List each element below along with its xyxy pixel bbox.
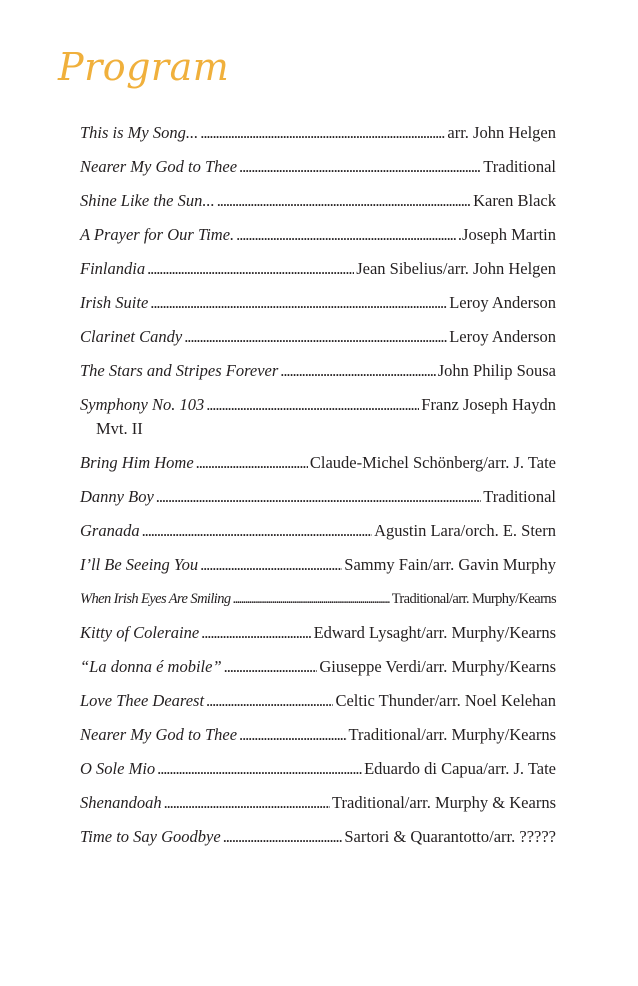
composer-credit: Sammy Fain/arr. Gavin Murphy [344,555,556,574]
piece-title: Bring Him Home [80,453,194,472]
program-entry [80,758,556,780]
program-entry [80,326,556,348]
program-entry [80,588,556,610]
piece-title: I’ll Be Seeing You [80,555,199,574]
movement-subtitle: Mvt. II [96,419,143,438]
program-entry [80,292,556,314]
composer-credit: Franz Joseph Haydn [421,395,556,414]
piece-title: Granada [80,521,140,540]
piece-title: Shine Like the Sun... [80,191,215,210]
composer-credit: Agustin Lara/orch. E. Stern [374,521,556,540]
program-entry [80,360,556,382]
program-entry [80,520,556,542]
program-entry [80,258,556,280]
piece-title: Nearer My God to Thee [80,725,238,744]
composer-credit: Traditional/arr. Murphy/Kearns [391,591,556,607]
dot-leader [224,656,318,678]
dot-leader [156,486,481,508]
program-entry [80,792,556,814]
program-entry [80,394,556,416]
piece-title: Kitty of Coleraine [80,623,200,642]
dot-leader [239,156,481,178]
dot-leader [184,326,447,348]
composer-credit: Edward Lysaght/arr. Murphy/Kearns [313,623,556,642]
composer-credit: Eduardo di Capua/arr. J. Tate [364,759,556,778]
dot-leader [157,758,362,780]
composer-credit: .Joseph Martin [457,225,556,244]
dot-leader [206,394,419,416]
piece-title: Danny Boy [80,487,154,506]
program-entry [80,724,556,746]
program-entry [80,656,556,678]
program-entry [80,122,556,144]
composer-credit: Karen Black [473,191,556,210]
program-entry [80,690,556,712]
program-entry [80,156,556,178]
composer-credit: Leroy Anderson [449,293,556,312]
program-entry [80,486,556,508]
dot-leader [236,224,456,246]
composer-credit: Jean Sibelius/arr. John Helgen [356,259,556,278]
composer-credit: Traditional/arr. Murphy/Kearns [348,725,556,744]
piece-title: Finlandia [80,259,146,278]
dot-leader [200,554,342,576]
composer-credit: Celtic Thunder/arr. Noel Kelehan [335,691,556,710]
composer-credit: Traditional [483,487,556,506]
composer-credit: arr. John Helgen [447,123,556,142]
composer-credit: John Philip Sousa [437,361,556,380]
dot-leader [206,690,333,712]
dot-leader [150,292,447,314]
piece-title: “La donna é mobile” [80,657,222,676]
page-title: Program [58,45,230,89]
program-entry [80,452,556,474]
composer-credit: Leroy Anderson [449,327,556,346]
piece-title: O Sole Mio [80,759,156,778]
piece-title: Time to Say Goodbye [80,827,221,846]
dot-leader [200,122,445,144]
composer-credit: Traditional [483,157,556,176]
piece-title: Symphony No. 103 [80,395,205,414]
dot-leader [280,360,435,382]
piece-title: Clarinet Candy [80,327,183,346]
dot-leader [217,190,471,212]
composer-credit: Sartori & Quarantotto/arr. ????? [344,827,556,846]
dot-leader [164,792,330,814]
program-list [80,122,556,860]
piece-title: This is My Song... [80,123,199,142]
dot-leader [201,622,311,644]
piece-title: Nearer My God to Thee [80,157,238,176]
dot-leader [233,588,390,610]
dot-leader [196,452,308,474]
program-entry [80,622,556,644]
piece-title: Shenandoah [80,793,162,812]
program-entry [80,554,556,576]
piece-title: Irish Suite [80,293,149,312]
dot-leader [142,520,372,542]
composer-credit: Claude-Michel Schönberg/arr. J. Tate [309,453,556,472]
program-entry [80,224,556,246]
program-entry [80,826,556,848]
dot-leader [239,724,347,746]
composer-credit: Giuseppe Verdi/arr. Murphy/Kearns [319,657,556,676]
composer-credit: Traditional/arr. Murphy & Kearns [332,793,556,812]
piece-title: The Stars and Stripes Forever [80,361,279,380]
dot-leader [147,258,354,280]
piece-title: Love Thee Dearest [80,691,205,710]
program-entry [80,190,556,212]
dot-leader [223,826,343,848]
piece-title: When Irish Eyes Are Smiling [80,591,231,607]
piece-title: A Prayer for Our Time. [80,225,235,244]
